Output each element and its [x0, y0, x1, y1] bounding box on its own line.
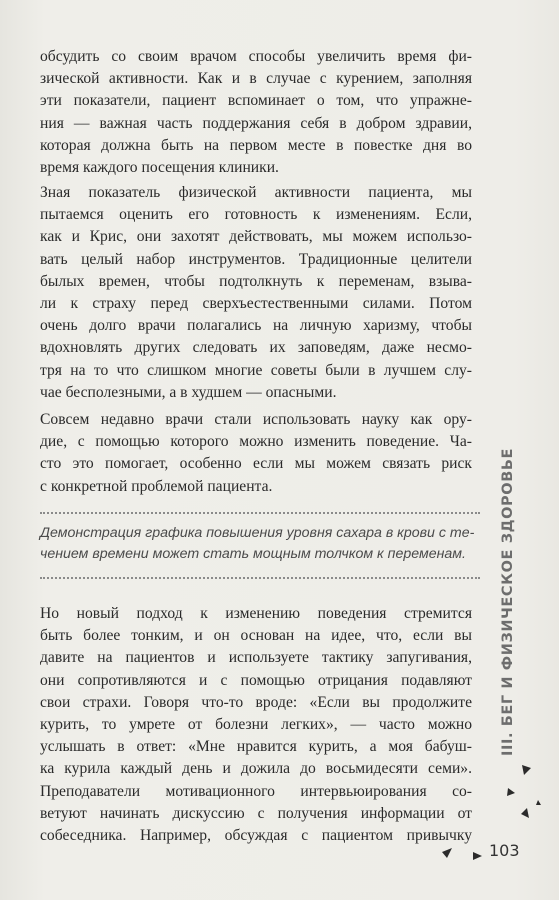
text-line: тря на то что слишком многие советы были в лучшем слу-	[40, 361, 472, 379]
triangle-mark	[536, 800, 541, 805]
text-line: давите на пациентов и используете тактику запугивания,	[40, 649, 472, 667]
text-line: которая должна быть на первом месте в повестке дня во	[40, 136, 472, 154]
text-line: вать целый набор инструментов. Традиционные целители	[40, 250, 472, 268]
triangle-mark	[507, 788, 515, 796]
pull-quote-line: чением времени может стать мощным толчком к переменам.	[40, 545, 466, 562]
text-line: свои страхи. Говоря что-то вроде: «Если вы продолжите	[40, 693, 472, 711]
text-line: ния — важная часть поддержания себя в добром здравии,	[40, 114, 472, 132]
triangle-mark	[442, 848, 452, 858]
text-line: обсудить со своим врачом способы увеличить время фи-	[40, 48, 472, 65]
text-line: вдохновлять других следовать их заповедям, даже несмо-	[40, 339, 472, 357]
triangle-decoration-icon	[505, 758, 545, 848]
text-line: Зная показатель физической активности пациента, мы	[40, 184, 472, 201]
text-line: собеседника. Например, обсуждая с пациентом привычку	[40, 827, 472, 845]
triangle-mark	[473, 852, 482, 860]
text-line: эти показатели, пациент вспоминает о том, что упражне-	[40, 92, 472, 110]
text-line: курить, то умрете от болезни легких», — часто можно	[40, 716, 472, 734]
paragraph-4	[40, 603, 472, 847]
page-number: 103	[489, 841, 520, 860]
paragraph-1	[40, 46, 472, 179]
text-line: время каждого посещения клиники.	[40, 159, 279, 177]
callout-top-divider	[40, 512, 480, 514]
text-line: они сопротивляются и с помощью отрицания подавляют	[40, 671, 472, 689]
text-line: Совсем недавно врачи стали использовать науку как ору-	[40, 411, 472, 428]
text-line: быть более тонким, и он основан на идее, что, если вы	[40, 627, 472, 645]
callout-bottom-divider	[40, 577, 480, 579]
section-side-tab-label: III. БЕГ И ФИЗИЧЕСКОЕ ЗДОРОВЬЕ	[500, 447, 516, 757]
text-line: Но новый подход к изменению поведения стремится	[40, 605, 472, 622]
text-line: чае бесполезными, а в худшем — опасными.	[40, 383, 337, 401]
page-corner-decoration-icon	[436, 838, 496, 868]
text-line: ветуют начинать дискуссию с получения информации от	[40, 804, 472, 822]
text-line: зической активности. Как и в случае с курением, заполняя	[40, 70, 472, 88]
paragraph-2	[40, 182, 472, 404]
triangle-mark	[522, 765, 531, 775]
text-line: услышать в ответ: «Мне нравится курить, а моя бабуш-	[40, 738, 472, 756]
paragraph-3	[40, 409, 472, 498]
text-line: как и Крис, они захотят действовать, мы можем использо-	[40, 228, 472, 246]
text-line: дие, с помощью которого можно изменить поведение. Ча-	[40, 433, 472, 451]
text-line: ка курила каждый день и дожила до восьмидесяти семи».	[40, 760, 472, 778]
triangle-mark	[521, 808, 529, 818]
pull-quote	[40, 523, 480, 564]
text-line: былых времен, чтобы подтолкнуть к переменам, взыва-	[40, 272, 472, 290]
pull-quote-line: Демонстрация графика повышения уровня сахара в крови с те-	[40, 525, 475, 541]
text-line: Преподаватели мотивационного интервьюирования со-	[40, 782, 472, 800]
text-line: пытаемся оценить его готовность к изменениям. Если,	[40, 206, 472, 224]
section-side-tab	[497, 447, 519, 757]
text-line: с конкретной проблемой пациента.	[40, 477, 273, 495]
text-line: сто это помогает, особенно если мы можем связать риск	[40, 455, 472, 473]
text-line: очень долго врачи полагались на личную харизму, чтобы	[40, 317, 472, 335]
text-line: ли к страху перед сверхъестественными силами. Потом	[40, 295, 472, 313]
